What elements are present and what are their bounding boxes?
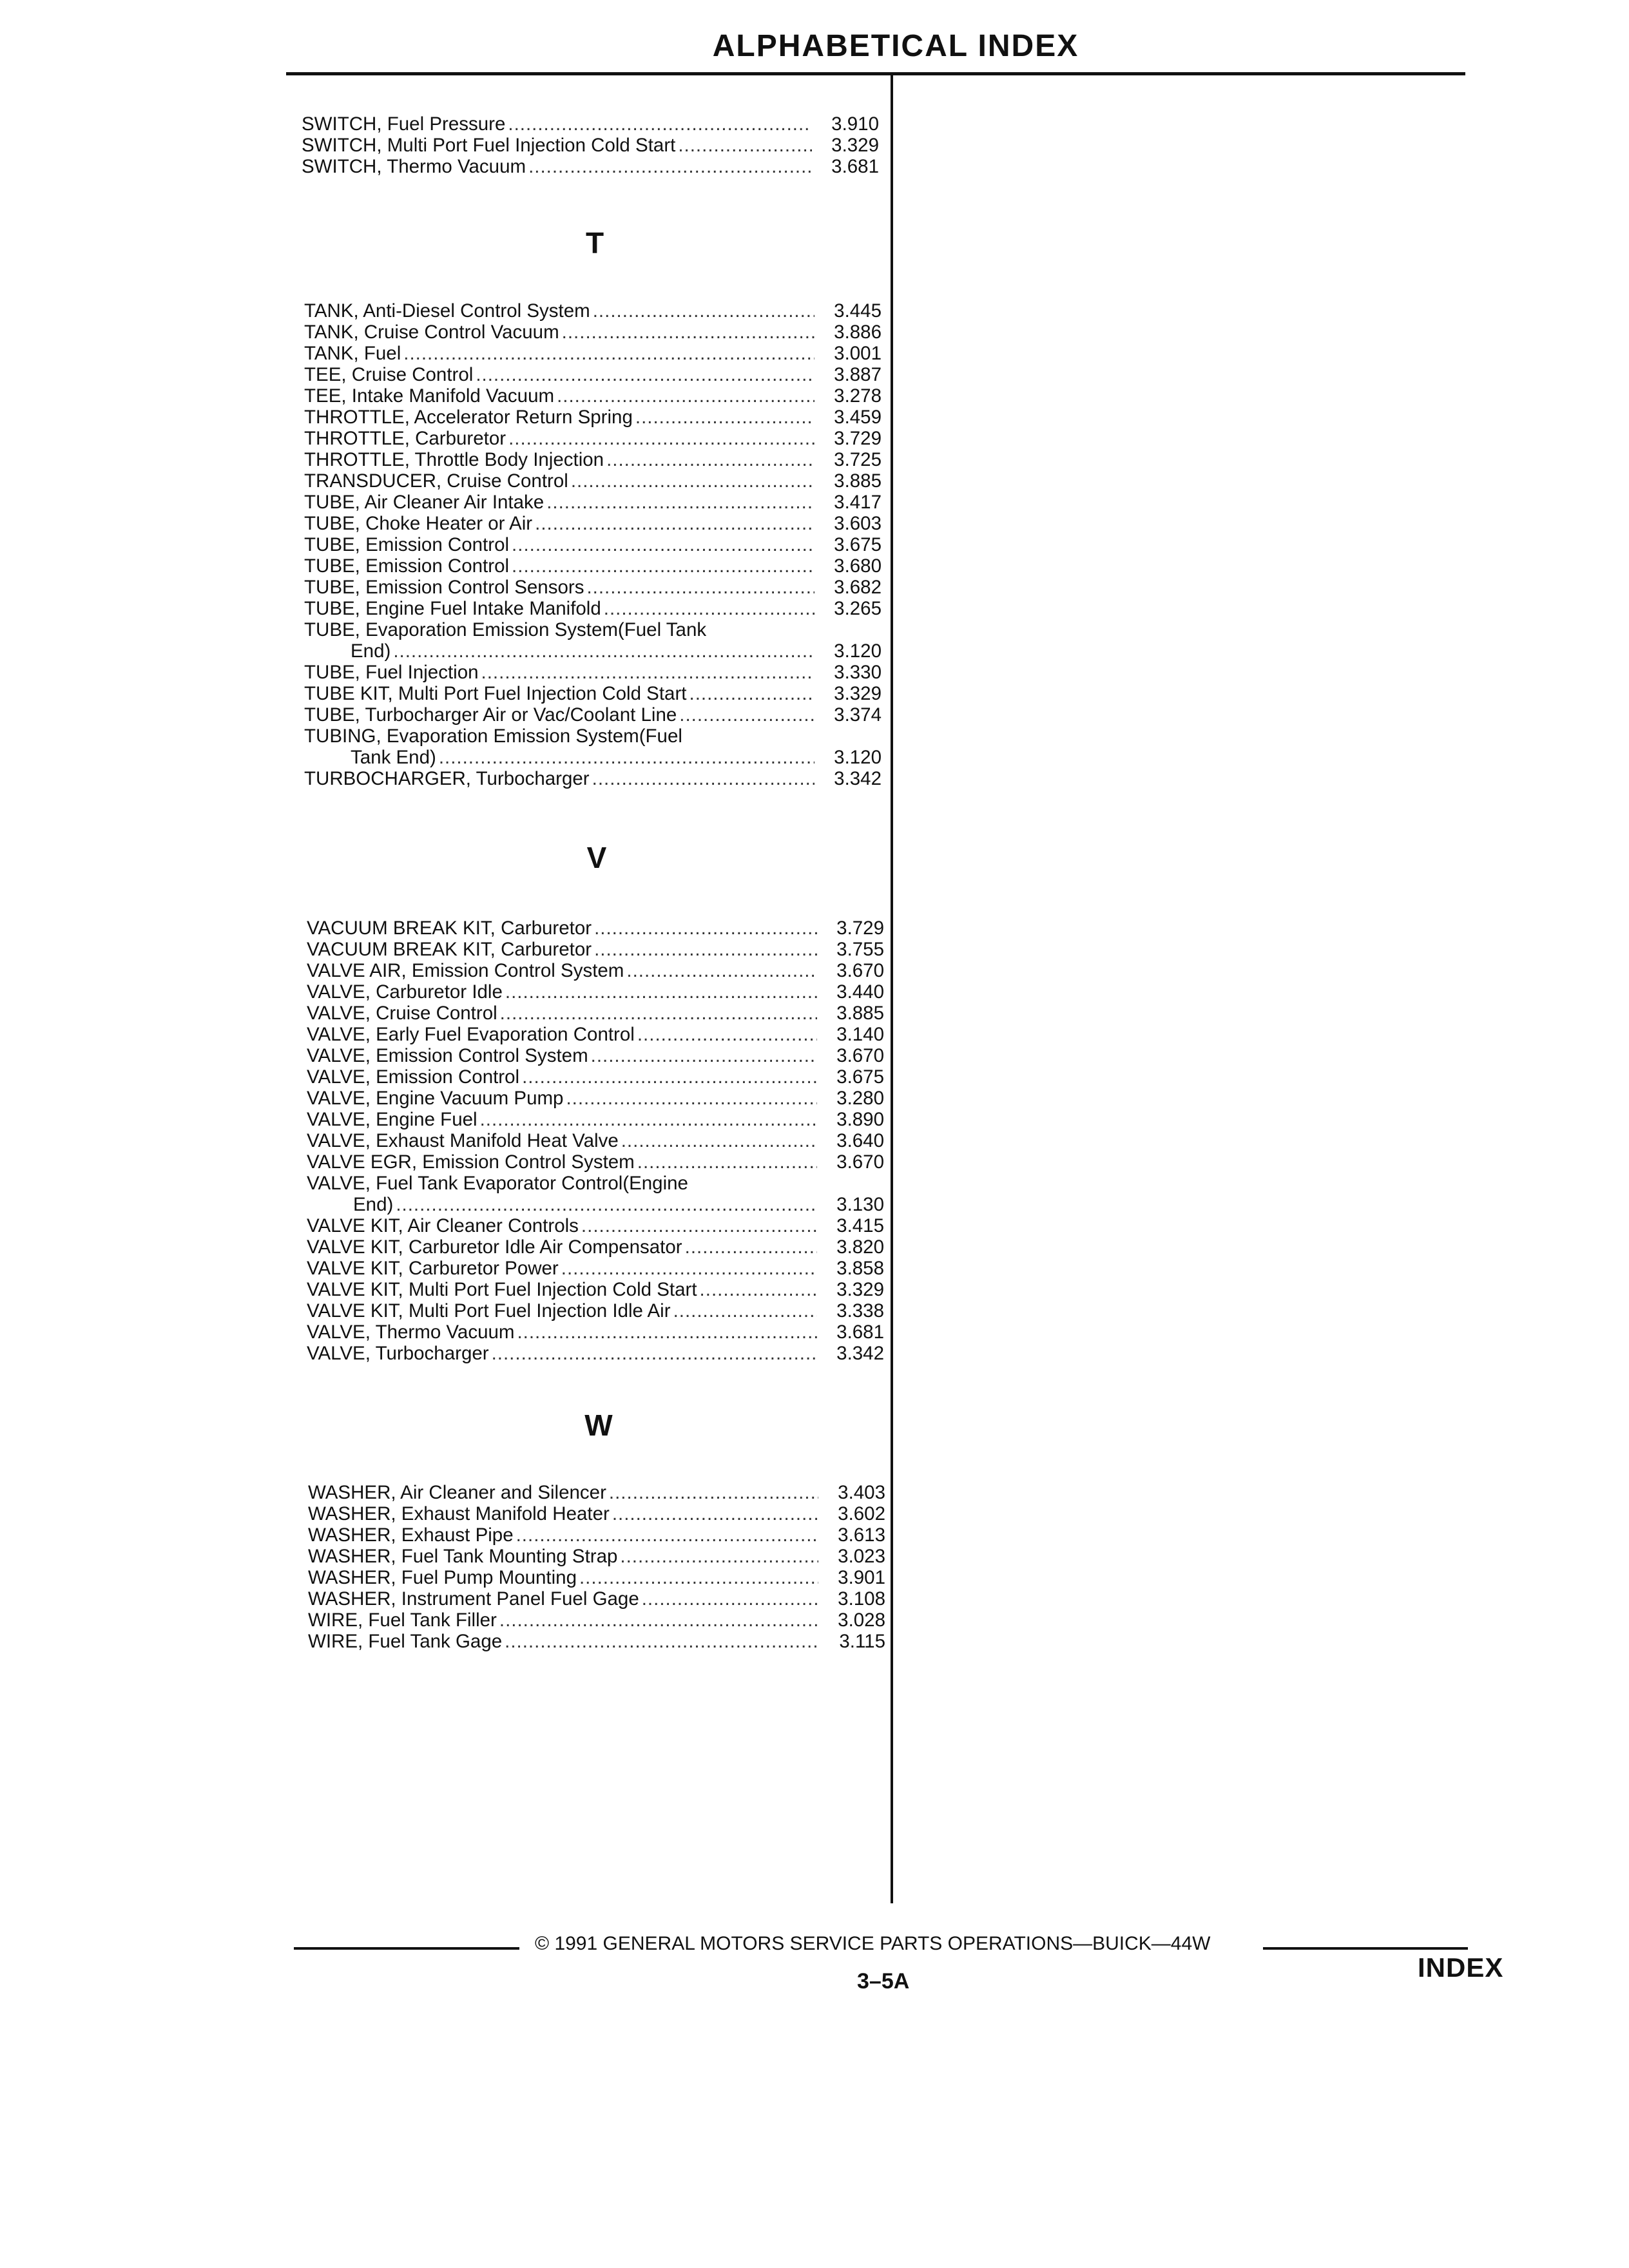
entry-label: VALVE, Engine Vacuum Pump — [307, 1088, 564, 1109]
index-entry — [304, 683, 884, 704]
entry-page: 3.001 — [834, 343, 882, 364]
entry-page: 3.108 — [838, 1588, 885, 1610]
leader-dots — [562, 322, 815, 343]
entry-page: 3.887 — [834, 364, 882, 385]
entry-label: TUBE, Fuel Injection — [304, 662, 479, 683]
leader-dots — [571, 470, 815, 492]
index-entry-list — [307, 918, 887, 1364]
index-entry — [304, 428, 884, 449]
entry-label: VALVE KIT, Carburetor Idle Air Compensator — [307, 1236, 682, 1258]
entry-label: TANK, Anti-Diesel Control System — [304, 300, 590, 322]
entry-page: 3.403 — [838, 1482, 885, 1503]
leader-dots — [621, 1130, 817, 1151]
index-entry — [307, 1024, 887, 1045]
index-entry — [308, 1610, 888, 1631]
index-entry — [302, 113, 882, 135]
leader-dots — [393, 640, 815, 662]
entry-page: 3.682 — [834, 577, 882, 598]
entry-label: TUBE, Engine Fuel Intake Manifold — [304, 598, 601, 619]
entry-label: TEE, Intake Manifold Vacuum — [304, 385, 555, 407]
leader-dots — [476, 364, 815, 385]
index-entry — [304, 555, 884, 577]
entry-label: TUBE KIT, Multi Port Fuel Injection Cold Start — [304, 683, 687, 704]
index-entry — [302, 156, 882, 177]
entry-label: TANK, Cruise Control Vacuum — [304, 322, 559, 343]
index-entry — [304, 470, 884, 492]
index-entry — [304, 385, 884, 407]
index-entry — [302, 135, 882, 156]
entry-page: 3.675 — [834, 534, 882, 555]
leader-dots — [492, 1343, 817, 1364]
leader-dots — [591, 1045, 817, 1066]
leader-dots — [700, 1279, 817, 1300]
index-entry — [308, 1631, 888, 1652]
index-entry — [307, 1151, 887, 1173]
index-entry — [308, 1503, 888, 1524]
entry-page: 3.120 — [834, 747, 882, 768]
leader-dots — [689, 683, 815, 704]
entry-page: 3.330 — [834, 662, 882, 683]
index-entry — [307, 1321, 887, 1343]
entry-page: 3.130 — [836, 1194, 884, 1215]
index-entry — [304, 449, 884, 470]
entry-page: 3.729 — [834, 428, 882, 449]
entry-page: 3.755 — [836, 939, 884, 960]
index-entry — [304, 619, 884, 662]
entry-label: VALVE, Turbocharger — [307, 1343, 489, 1364]
entry-label: WASHER, Air Cleaner and Silencer — [308, 1482, 606, 1503]
entry-label: WIRE, Fuel Tank Gage — [308, 1631, 503, 1652]
title-rule — [286, 72, 1465, 75]
section-letter: W — [584, 1408, 613, 1442]
entry-page: 3.602 — [838, 1503, 885, 1524]
leader-dots — [594, 918, 817, 939]
entry-page: 3.603 — [834, 513, 882, 534]
leader-dots — [579, 1567, 818, 1588]
entry-label: SWITCH, Multi Port Fuel Injection Cold Start — [302, 135, 676, 156]
entry-page: 3.120 — [834, 640, 882, 662]
leader-dots — [586, 577, 815, 598]
index-entry — [304, 726, 884, 768]
entry-label: VALVE AIR, Emission Control System — [307, 960, 624, 981]
index-entry — [304, 407, 884, 428]
entry-page: 3.885 — [834, 470, 882, 492]
index-entry — [304, 704, 884, 726]
entry-page: 3.374 — [834, 704, 882, 726]
index-entry — [304, 662, 884, 683]
entry-page: 3.858 — [836, 1258, 884, 1279]
leader-dots — [396, 1194, 817, 1215]
index-entry — [308, 1482, 888, 1503]
footer-copyright: © 1991 GENERAL MOTORS SERVICE PARTS OPERATIONS—BUICK—44W — [535, 1933, 1211, 1954]
entry-label: TUBE, Choke Heater or Air — [304, 513, 533, 534]
entry-page: 3.729 — [836, 918, 884, 939]
footer-rule-left — [294, 1947, 519, 1950]
entry-label: TUBE, Emission Control Sensors — [304, 577, 584, 598]
entry-label: TUBE, Emission Control — [304, 555, 510, 577]
index-entry — [304, 300, 884, 322]
entry-page: 3.901 — [838, 1567, 885, 1588]
entry-label: VALVE, Emission Control — [307, 1066, 520, 1088]
entry-label: VALVE KIT, Multi Port Fuel Injection Idle Air — [307, 1300, 671, 1321]
entry-label: VALVE EGR, Emission Control System — [307, 1151, 635, 1173]
entry-label: WIRE, Fuel Tank Filler — [308, 1610, 497, 1631]
leader-dots — [557, 385, 815, 407]
entry-label: WASHER, Fuel Pump Mounting — [308, 1567, 577, 1588]
entry-label: SWITCH, Thermo Vacuum — [302, 156, 526, 177]
index-entry — [307, 1236, 887, 1258]
entry-page: 3.640 — [836, 1130, 884, 1151]
entry-label: VALVE, Exhaust Manifold Heat Valve — [307, 1130, 619, 1151]
entry-page: 3.670 — [836, 960, 884, 981]
index-entry — [307, 1045, 887, 1066]
entry-page: 3.140 — [836, 1024, 884, 1045]
leader-dots — [480, 1109, 817, 1130]
index-entry — [307, 1109, 887, 1130]
entry-page: 3.675 — [836, 1066, 884, 1088]
leader-dots — [592, 768, 815, 789]
index-entry — [307, 939, 887, 960]
leader-dots — [637, 1151, 817, 1173]
index-entry-list — [304, 300, 884, 789]
index-entry — [304, 492, 884, 513]
entry-label: VACUUM BREAK KIT, Carburetor — [307, 939, 592, 960]
entry-label: TUBE, Evaporation Emission System(Fuel Tank — [304, 619, 707, 640]
index-entry — [304, 598, 884, 619]
entry-page: 3.725 — [834, 449, 882, 470]
entry-label: WASHER, Exhaust Pipe — [308, 1524, 514, 1546]
index-entry — [307, 918, 887, 939]
index-label: INDEX — [1418, 1952, 1504, 1983]
entry-label: WASHER, Exhaust Manifold Heater — [308, 1503, 610, 1524]
entry-label: VALVE, Engine Fuel — [307, 1109, 477, 1130]
entry-page: 3.023 — [838, 1546, 885, 1567]
entry-label: VALVE, Thermo Vacuum — [307, 1321, 515, 1343]
entry-page: 3.680 — [834, 555, 882, 577]
entry-page: 3.115 — [839, 1631, 885, 1652]
index-entry — [304, 768, 884, 789]
leader-dots — [499, 1610, 818, 1631]
index-entry — [307, 1215, 887, 1236]
leader-dots — [673, 1300, 817, 1321]
entry-page: 3.342 — [836, 1343, 884, 1364]
index-entry — [307, 1066, 887, 1088]
page-number: 3–5A — [857, 1969, 910, 1994]
leader-dots — [505, 1631, 818, 1652]
entry-label-continued: End) — [353, 1194, 394, 1215]
leader-dots — [561, 1258, 817, 1279]
index-entry — [307, 981, 887, 1003]
entry-label: TEE, Cruise Control — [304, 364, 474, 385]
entry-label: VALVE, Emission Control System — [307, 1045, 588, 1066]
leader-dots — [566, 1088, 817, 1109]
entry-label-continued: End) — [351, 640, 391, 662]
leader-dots — [679, 704, 815, 726]
index-entry — [307, 1130, 887, 1151]
leader-dots — [546, 492, 815, 513]
entry-label: TRANSDUCER, Cruise Control — [304, 470, 568, 492]
entry-page: 3.670 — [836, 1045, 884, 1066]
entry-page: 3.613 — [838, 1524, 885, 1546]
index-entry — [308, 1524, 888, 1546]
footer-rule-right — [1263, 1947, 1468, 1950]
index-entry-list — [302, 113, 882, 177]
section-letter: T — [585, 226, 604, 260]
entry-page: 3.681 — [831, 156, 879, 177]
leader-dots — [609, 1482, 818, 1503]
index-entry — [307, 1343, 887, 1364]
entry-page: 3.415 — [836, 1215, 884, 1236]
column-divider — [891, 72, 893, 1903]
section-letter: V — [586, 841, 607, 874]
leader-dots — [635, 407, 815, 428]
index-entry — [304, 322, 884, 343]
entry-page: 3.329 — [836, 1279, 884, 1300]
leader-dots — [508, 428, 815, 449]
leader-dots — [481, 662, 815, 683]
leader-dots — [439, 747, 815, 768]
entry-page: 3.278 — [834, 385, 882, 407]
entry-label: WASHER, Instrument Panel Fuel Gage — [308, 1588, 639, 1610]
entry-page: 3.459 — [834, 407, 882, 428]
entry-page: 3.885 — [836, 1003, 884, 1024]
index-entry — [304, 577, 884, 598]
leader-dots — [505, 981, 817, 1003]
leader-dots — [642, 1588, 818, 1610]
entry-page: 3.280 — [836, 1088, 884, 1109]
leader-dots — [594, 939, 817, 960]
entry-page: 3.670 — [836, 1151, 884, 1173]
index-entry — [307, 1003, 887, 1024]
entry-label: THROTTLE, Accelerator Return Spring — [304, 407, 633, 428]
index-entry — [307, 1279, 887, 1300]
leader-dots — [593, 300, 815, 322]
entry-label: TANK, Fuel — [304, 343, 401, 364]
entry-page: 3.910 — [831, 113, 879, 135]
entry-label: VALVE KIT, Multi Port Fuel Injection Cold Start — [307, 1279, 697, 1300]
entry-label: VALVE, Cruise Control — [307, 1003, 497, 1024]
index-entry — [307, 1088, 887, 1109]
leader-dots — [512, 534, 815, 555]
entry-label: TUBING, Evaporation Emission System(Fuel — [304, 726, 682, 747]
index-entry — [304, 343, 884, 364]
leader-dots — [606, 449, 815, 470]
index-entry — [304, 513, 884, 534]
entry-page: 3.329 — [831, 135, 879, 156]
entry-label: WASHER, Fuel Tank Mounting Strap — [308, 1546, 618, 1567]
entry-page: 3.329 — [834, 683, 882, 704]
leader-dots — [517, 1321, 817, 1343]
entry-label: THROTTLE, Carburetor — [304, 428, 506, 449]
leader-dots — [604, 598, 815, 619]
entry-page: 3.342 — [834, 768, 882, 789]
leader-dots — [612, 1503, 818, 1524]
leader-dots — [620, 1546, 818, 1567]
entry-label: TUBE, Air Cleaner Air Intake — [304, 492, 545, 513]
leader-dots — [637, 1024, 817, 1045]
leader-dots — [581, 1215, 817, 1236]
entry-page: 3.681 — [836, 1321, 884, 1343]
entry-label: VALVE KIT, Carburetor Power — [307, 1258, 559, 1279]
page-title: ALPHABETICAL INDEX — [712, 29, 1079, 63]
leader-dots — [678, 135, 812, 156]
entry-label: VACUUM BREAK KIT, Carburetor — [307, 918, 592, 939]
index-entry — [307, 960, 887, 981]
index-entry — [304, 534, 884, 555]
entry-page: 3.445 — [834, 300, 882, 322]
entry-label-continued: Tank End) — [351, 747, 436, 768]
entry-label: VALVE, Early Fuel Evaporation Control — [307, 1024, 635, 1045]
entry-page: 3.440 — [836, 981, 884, 1003]
index-entry — [308, 1588, 888, 1610]
entry-label: SWITCH, Fuel Pressure — [302, 113, 506, 135]
leader-dots — [528, 156, 812, 177]
entry-label: VALVE, Carburetor Idle — [307, 981, 503, 1003]
leader-dots — [508, 113, 812, 135]
entry-label: TURBOCHARGER, Turbocharger — [304, 768, 590, 789]
leader-dots — [516, 1524, 818, 1546]
entry-page: 3.028 — [838, 1610, 885, 1631]
entry-page: 3.417 — [834, 492, 882, 513]
leader-dots — [512, 555, 815, 577]
index-entry-list — [308, 1482, 888, 1652]
entry-label: VALVE KIT, Air Cleaner Controls — [307, 1215, 579, 1236]
entry-label: TUBE, Emission Control — [304, 534, 510, 555]
entry-label: THROTTLE, Throttle Body Injection — [304, 449, 604, 470]
entry-page: 3.338 — [836, 1300, 884, 1321]
entry-label: VALVE, Fuel Tank Evaporator Control(Engine — [307, 1173, 688, 1194]
entry-page: 3.886 — [834, 322, 882, 343]
leader-dots — [685, 1236, 817, 1258]
index-entry — [307, 1300, 887, 1321]
leader-dots — [626, 960, 817, 981]
entry-label: TUBE, Turbocharger Air or Vac/Coolant Line — [304, 704, 677, 726]
index-entry — [308, 1567, 888, 1588]
leader-dots — [522, 1066, 817, 1088]
index-entry — [308, 1546, 888, 1567]
entry-page: 3.890 — [836, 1109, 884, 1130]
entry-page: 3.265 — [834, 598, 882, 619]
leader-dots — [535, 513, 815, 534]
index-entry — [307, 1173, 887, 1215]
entry-page: 3.820 — [836, 1236, 884, 1258]
index-entry — [304, 364, 884, 385]
leader-dots — [500, 1003, 817, 1024]
leader-dots — [403, 343, 815, 364]
index-entry — [307, 1258, 887, 1279]
